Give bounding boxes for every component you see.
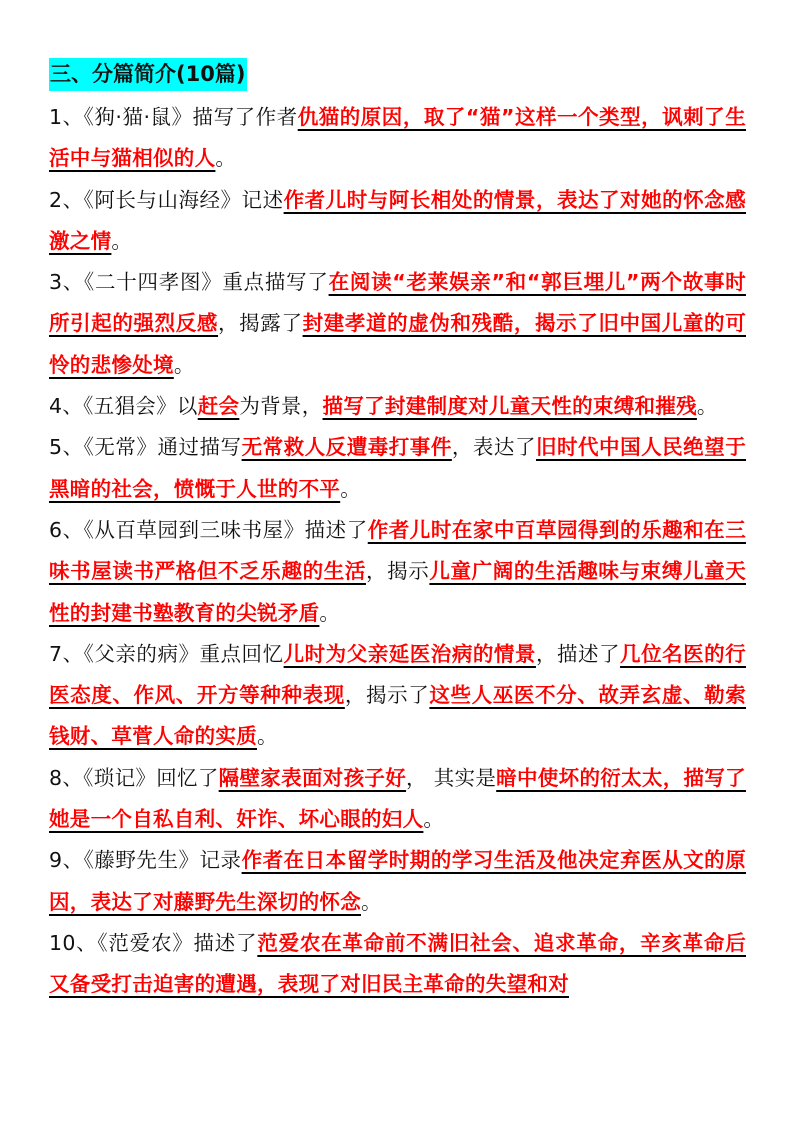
item-lead-text: 7、《父亲的病》重点回忆: [49, 641, 284, 666]
item-emphasis-text: 范爱农在革命前不满旧社会、追求革命，辛亥革命后又备受打击迫害的遭遇，表现了对旧民主革命的失望和对: [49, 930, 746, 997]
item-emphasis-text: 无常救人反遭毒打事件: [241, 435, 452, 460]
item-emphasis-text: 这些人巫医不分、故弄玄虚、勒索钱财、草菅人命的实质: [49, 683, 747, 749]
list-item: [49, 262, 746, 386]
item-punctuation: 。: [340, 476, 362, 501]
item-emphasis-text: 封建孝道的虚伪和残酷，揭示了旧中国儿童的可怜的悲惨处境: [49, 311, 746, 377]
item-emphasis-text: 儿童广阔的生活趣味与束缚儿童天性的封建书塾教育的尖锐矛盾: [49, 559, 747, 625]
item-emphasis-text: 几位名医的行医态度、作风、开方等种种表现: [49, 641, 746, 708]
list-item: [49, 97, 746, 180]
item-connector-text: ，表达了: [451, 435, 536, 460]
document-page: [49, 58, 746, 1006]
item-connector-text: ，揭示了: [344, 683, 430, 708]
item-connector-text: ，揭露了: [218, 311, 303, 336]
item-lead-text: 5、《无常》通过描写: [49, 435, 242, 460]
item-connector-text: ，描述了: [535, 641, 621, 666]
list-item: [49, 386, 746, 427]
item-emphasis-text: 隔壁家表面对孩子好: [218, 765, 407, 790]
item-emphasis-text: 作者儿时在家中百草园得到的乐趣和在三味书屋读书严格但不乏乐趣的生活: [49, 517, 746, 584]
item-emphasis-text: 在阅读“老莱娱亲”和“郭巨埋儿”两个故事时所引起的强烈反感: [49, 270, 746, 336]
item-lead-text: 10、《范爱农》描述了: [49, 930, 258, 955]
list-item: [49, 510, 746, 634]
item-punctuation: 。: [257, 724, 278, 749]
item-punctuation: 。: [696, 394, 718, 419]
item-punctuation: 。: [111, 228, 133, 253]
item-punctuation: 。: [423, 807, 445, 832]
section-heading: 三、分篇简介(10篇): [49, 58, 247, 91]
item-lead-text: 8、《琐记》回忆了: [49, 765, 219, 790]
item-emphasis-text: 作者在日本留学时期的学习生活及他决定弃医从文的原因，表达了对藤野先生深切的怀念: [49, 848, 747, 914]
list-item: [49, 923, 746, 1006]
item-lead-text: 2、《阿长与山海经》记述: [49, 187, 284, 212]
item-lead-text: 6、《从百草园到三味书屋》描述了: [49, 517, 368, 542]
item-lead-text: 4、《五猖会》以: [49, 394, 198, 419]
item-punctuation: 。: [173, 352, 195, 377]
item-lead-text: 1、《狗·猫·鼠》描写了作者: [49, 105, 298, 129]
item-emphasis-text: 作者儿时与阿长相处的情景，表达了对她的怀念感激之情: [49, 187, 746, 253]
item-punctuation: 。: [361, 889, 382, 914]
item-emphasis-text: 旧时代中国人民绝望于黑暗的社会，愤慨于人世的不平: [49, 435, 747, 501]
list-item: [49, 634, 746, 758]
item-punctuation: 。: [215, 146, 237, 171]
item-connector-text: 为背景，: [239, 394, 323, 419]
item-emphasis-text: 赶会: [197, 394, 240, 419]
item-emphasis-text: 暗中使坏的衍太太，描写了她是一个自私自利、奸诈、坏心眼的妇人: [49, 765, 746, 832]
item-emphasis-text: 仇猫的原因，取了“猫”这样一个类型，讽刺了生活中与猫相似的人: [49, 105, 747, 171]
item-lead-text: 9、《藤野先生》记录: [49, 848, 242, 873]
list-item: [49, 180, 746, 263]
item-punctuation: 。: [319, 600, 341, 625]
list-item: [49, 840, 746, 923]
item-emphasis-text: 描写了封建制度对儿童天性的束缚和摧残: [322, 394, 697, 419]
item-emphasis-text: 儿时为父亲延医治病的情景: [283, 641, 536, 666]
item-list: [49, 97, 746, 1006]
item-connector-text: ，揭示: [365, 559, 430, 584]
item-connector-text: ， 其实是: [406, 765, 497, 790]
item-lead-text: 3、《二十四孝图》重点描写了: [49, 270, 329, 295]
list-item: [49, 758, 746, 841]
list-item: [49, 427, 746, 510]
